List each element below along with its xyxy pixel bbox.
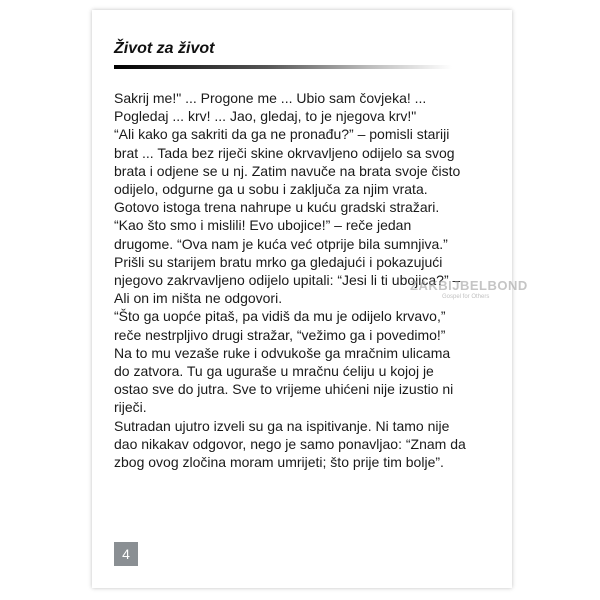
title-underline-rule [114,65,452,69]
book-page [92,10,528,588]
watermark-brand: ZAKBIJBELBOND [410,278,528,293]
paragraph: Prišli su starijem bratu mrko ga gledajući i pokazujući njegovo zakrvavljeno odijelo upitali: “Jesi li ti ubojica?” – Ali on im ništa ne odgovori. [114,253,461,307]
paragraph: Sakrij me!" ... Progone me ... Ubio sam čovjeka! ... Pogledaj ... krv! ... Jao, gledaj, to je njegova krv!" [114,90,427,125]
watermark-tagline: Gospel for Others [442,294,490,300]
page-number: 4 [122,546,130,562]
page-number-box [114,542,138,566]
paragraph: “Što ga uopće pitaš, pa vidiš da mu je odijelo krvavo,” reče nestrpljivo drugi stražar, “vežimo ga i povedimo!” Na to mu vezaše ruke i odvukoše ga mračnim ulicama do zatvora. Tu ga uguraše u mračnu ćeliju u kojoj je ostao sve do jutra. Sve to vrijeme uhićeni nije izustio ni riječi. [114,308,454,416]
paragraph: “Ali kako ga sakriti da ga ne pronađu?” – pomisli stariji brat ... Tada bez riječi skine okrvavljeno odijelo sa svog brata i odjene se u nj. Zatim navuče na brata svoje čisto odijelo, odgurne ga u sobu i zaključa za njim vrata. [114,126,461,198]
paragraph: Gotovo istoga trena nahrupe u kuću gradski stražari. “Kao što smo i mislili! Evo ubojice!” – reče jedan drugome. “Ova nam je kuća već otprije bila sumnjiva.” [114,199,448,252]
paragraph: Sutradan ujutro izveli su ga na ispitivanje. Ni tamo nije dao nikakav odgovor, nego je samo ponavljao: “Znam da zbog ovog zločina moram umrijeti; što prije tim bolje”. [114,417,466,471]
chapter-title: Život za život [114,40,215,57]
